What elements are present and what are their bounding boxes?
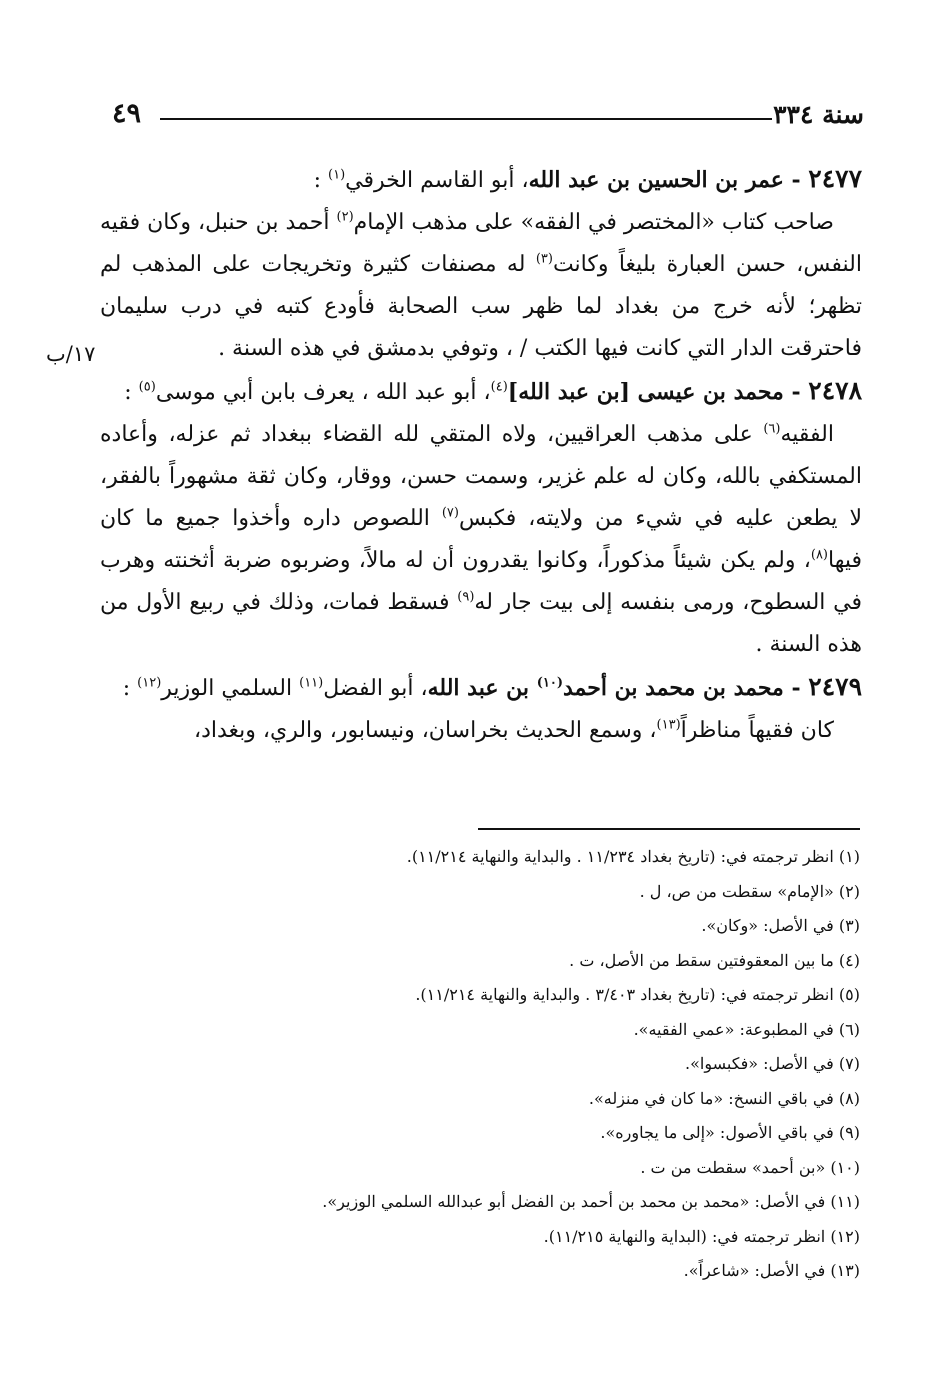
header-rule [160, 118, 772, 120]
entry-number: ٢٤٧٩ [808, 672, 862, 701]
paragraph-text: اللصوص داره وأخذوا جميع ما كان فيها [100, 506, 862, 573]
footnote-ref: (١٣) [656, 717, 681, 733]
entry-name-text: محمد بن عيسى [بن عبد الله] [507, 379, 784, 405]
entry-nisba: السلمي الوزير [161, 676, 300, 701]
entry-heading-2478 [100, 370, 862, 414]
footnote: (١) انظر ترجمته في: (تاريخ بغداد ١١/٢٣٤ . والبداية والنهاية ١١/٢١٤). [406, 847, 860, 866]
footnote-ref: (٧) [441, 505, 459, 521]
page-number: ٤٩ [112, 98, 142, 129]
entry-paragraph-2477 [100, 202, 862, 370]
footnote-ref: (١٠) [536, 675, 563, 691]
entry-heading-2477 [100, 158, 862, 202]
entry-name: - محمد بن عيسى [بن عبد الله] [507, 379, 809, 405]
footnote: (١٣) في الأصل: «شاعراً». [683, 1261, 860, 1280]
entry-colon: : [124, 380, 139, 405]
page-header [112, 96, 864, 136]
footnote: (١٠) «بن أحمد» سقطت من ت . [640, 1157, 860, 1177]
entry-paragraph-2479 [100, 710, 862, 752]
footnote-ref: (٥) [138, 379, 156, 395]
entry-colon: : [313, 168, 328, 193]
paragraph-text: ، وسمع الحديث بخراسان، ونيسابور، والري، وبغداد، [193, 718, 657, 743]
footnote-ref: (١١) [299, 675, 324, 691]
footnote-ref: (١٢) [137, 675, 162, 691]
paragraph-text: كان فقيهاً مناظراً [680, 718, 834, 743]
paragraph-text: فسقط فمات، وذلك في ربيع الأول من هذه السنة . [100, 590, 862, 657]
paragraph-text: على مذهب العراقيين، ولاه المتقي لله القضاء ببغداد ثم عزله، وأعاده المستكفي بالله، وكان له علم غزير، وسمت حسن، ووقار، وكان ثقة مشهوراً بالفقر، لا يطعن عليه في شيء من ولايته، فكبس [100, 422, 863, 531]
entry-name: - عمر بن الحسين بن عبد الله [528, 167, 809, 193]
footnote-ref: (٩) [457, 589, 475, 605]
paragraph-text: الفقيه [780, 422, 834, 447]
footnote: (٨) في باقي النسخ: «ما كان في منزله». [588, 1088, 860, 1108]
footnote-ref: (٨) [810, 547, 828, 563]
footnote: (٤) ما بين المعقوفتين سقط من الأصل، ت . [569, 950, 860, 970]
footnote: (٥) انظر ترجمته في: (تاريخ بغداد ٣/٤٠٣ . والبداية والنهاية ١١/٢١٤). [415, 985, 860, 1004]
footnote-ref: (١) [328, 167, 346, 183]
manuscript-folio-note: ١٧/ب [46, 342, 96, 366]
entry-kunya: ، أبو الفضل [323, 676, 428, 701]
entry-name-text: محمد بن محمد بن أحمد [562, 675, 784, 701]
footnote-ref: (٢) [336, 209, 354, 225]
paragraph-text: أحمد بن حنبل، وكان فقيه النفس، حسن العبارة بليغاً وكانت [100, 210, 862, 277]
entry-number: ٢٤٧٨ [808, 376, 862, 405]
footnote-ref: (٣) [535, 251, 553, 267]
footnote: (١٢) انظر ترجمته في: (البداية والنهاية ١١/٢١٥). [543, 1226, 860, 1246]
footnote-ref: (٤) [490, 379, 508, 395]
footnote: (١١) في الأصل: «محمد بن محمد بن أحمد بن الفضل أبو عبدالله السلمي الوزير». [322, 1192, 860, 1211]
entry-name-text: بن عبد الله [427, 675, 537, 701]
entry-kunya: ، أبو القاسم الخرقي [345, 168, 529, 193]
entry-colon: : [122, 676, 138, 701]
entry-name: - محمد بن محمد بن أحمد$^{(١٠)}$ بن عبد الله [427, 675, 809, 701]
footnote: (٩) في باقي الأصول: «إلى ما يجاوره». [600, 1123, 860, 1142]
entry-kunya: ، أبو عبد الله ، يعرف بابن أبي موسى [155, 380, 491, 405]
entry-name-text: عمر بن الحسين بن عبد الله [528, 167, 784, 193]
footnote: (٢) «الإمام» سقطت من ص، ل . [639, 881, 860, 901]
footnote: (٦) في المطبوعة: «عمي الفقيه». [633, 1019, 860, 1039]
footnote-ref: (٦) [763, 421, 781, 437]
main-text [100, 158, 862, 752]
footnote: (٣) في الأصل: «وكان». [701, 916, 860, 935]
footnote: (٧) في الأصل: «فكبسوا». [685, 1054, 860, 1073]
paragraph-text: ، ولم يكن شيئاً مذكوراً، وكانوا يقدرون أن له مالاً، وضربوه ضربة أثخنته وهرب في السطوح، ورمى بنفسه إلى بيت جار له [100, 548, 862, 615]
paragraph-text: له مصنفات كثيرة وتخريجات على المذهب لم تظهر؛ لأنه خرج من بغداد لما ظهر سب الصحابة فأودع كتبه في درب سليمان فاحترقت الدار التي كانت فيها الكتب / ، وتوفي بدمشق في هذه السنة . [100, 252, 862, 361]
running-head-year: سنة ٣٣٤ [773, 100, 864, 129]
footnote-separator [478, 828, 860, 830]
paragraph-text: صاحب كتاب «المختصر في الفقه» على مذهب الإمام [353, 210, 834, 235]
footnotes-list [120, 840, 860, 1289]
entry-heading-2479 [100, 666, 862, 710]
entry-number: ٢٤٧٧ [808, 164, 862, 193]
entry-paragraph-2478 [100, 414, 862, 666]
